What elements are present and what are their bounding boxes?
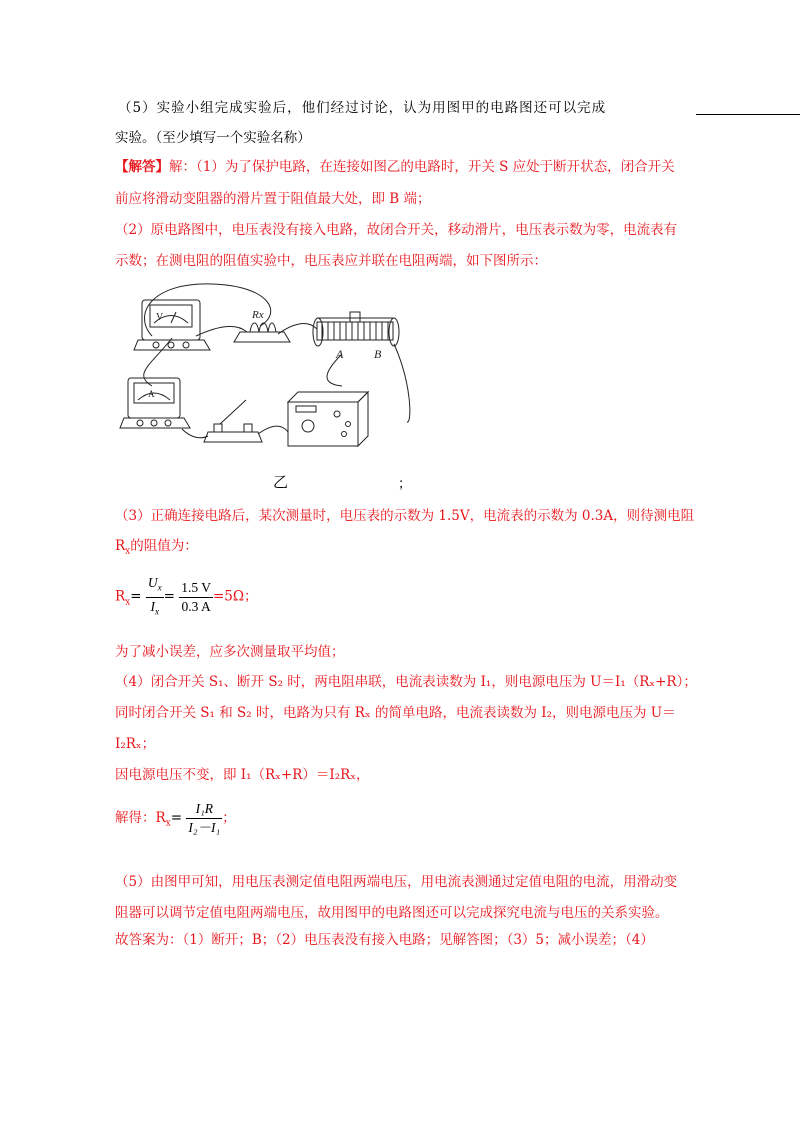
answer-para-3c: 为了减小误差，应多次测量取平均值； <box>115 644 345 660</box>
answer-para-5b: 阻器可以调节定值电阻两端电压，故用图甲的电路图还可以完成探究电流与电压的关系实验。 <box>115 905 669 921</box>
eq2-prefix: 解得：R <box>115 810 166 826</box>
eq2-prefix-sub: x <box>165 818 171 829</box>
eq1-current: 0.3 A <box>181 598 211 614</box>
answer-tag: 【解答】 <box>115 159 169 175</box>
eq2-numerator: I₁R <box>186 800 222 819</box>
ammeter-a-icon: A <box>148 389 155 399</box>
equation-1: $R_x=$ $\frac{U_x}{I_x}$ = $\frac{1.5 V}{0.3 A}$ =5Ω； <box>115 574 258 622</box>
figure-label: 乙 <box>273 473 289 491</box>
equation-2 <box>115 798 236 844</box>
answer-blank[interactable] <box>696 100 800 115</box>
answer-para-2a: （2）原电路图中，电压表没有接入电路，故闭合开关，移动滑片，电压表示数为零，电流表有 <box>115 222 678 238</box>
answer-para-1a <box>115 157 675 177</box>
eq2-fraction <box>186 800 222 837</box>
eq1-i-sub: x <box>154 606 159 617</box>
eq1-fraction-symbolic <box>146 574 164 620</box>
question-5-text: （5）实验小组完成实验后，他们经过讨论，认为用图甲的电路图还可以完成 <box>118 100 607 116</box>
eq1-i: I <box>150 598 155 614</box>
eq1-equals: = <box>130 588 142 605</box>
eq1-u: U <box>147 575 158 590</box>
eq1-lhs: R <box>115 588 126 605</box>
eq2-equals: = <box>170 810 183 826</box>
answer-para-3a: （3）正确连接电路后，某次测量时，电压表的示数为 1.5V，电流表的示数为 0.3A，则待测电阻 <box>115 508 695 524</box>
answer-para-2b: 示数；在测电阻的阻值实验中，电压表应并联在电阻两端，如下图所示： <box>115 253 547 269</box>
answer-p1a-text: 解：（1）为了保护电路，在连接如图乙的电路时，开关 S 应处于断开状态，闭合开关 <box>169 159 675 175</box>
eq2-suffix: ； <box>222 810 236 826</box>
figure-label-punct: ； <box>398 476 412 492</box>
question-5-line2: 实验。（至少填写一个实验名称） <box>115 130 311 146</box>
rx-subscript: x <box>125 546 131 557</box>
eq1-lhs-sub: x <box>125 597 131 608</box>
answer-para-4b: 同时闭合开关 S₁ 和 S₂ 时，电路为只有 Rₓ 的简单电路，电流表读数为 I₂，则电源电压为 U＝ <box>115 705 676 721</box>
answer-para-4a: （4）闭合开关 S₁、断开 S₂ 时，两电阻串联，电流表读数为 I₁，则电源电压为 U＝I₁（Rₓ+R）； <box>115 674 697 690</box>
answer-para-3b <box>115 536 198 562</box>
answer-para-4d: 因电源电压不变，即 I₁（Rₓ+R）＝I₂Rₓ， <box>115 767 370 783</box>
answer-para-5a: （5）由图甲可知，用电压表测定值电阻两端电压，用电流表测通过定值电阻的电流，用滑动变 <box>115 874 678 890</box>
eq1-fraction-numeric <box>179 579 213 616</box>
eq2-denominator: I₂－I₁ <box>188 820 221 835</box>
circuit-figure <box>112 274 432 490</box>
rx-symbol: R <box>115 538 126 554</box>
answer-p3b-text: 的阻值为： <box>130 538 198 554</box>
circuit-diagram-svg <box>112 274 432 490</box>
eq1-u-sub: x <box>157 582 162 593</box>
answer-para-1b: 前应将滑动变阻器的滑片置于阻值最大处，即 B 端； <box>115 191 431 207</box>
rheostat-a-label: A <box>336 347 344 361</box>
eq1-result: =5Ω； <box>212 588 258 605</box>
resistor-rx-label: Rx <box>252 309 264 321</box>
answer-para-4c: I₂Rₓ； <box>115 736 156 752</box>
question-5-line1 <box>118 98 606 118</box>
eq1-voltage: 1.5 V <box>179 579 213 598</box>
answer-final: 故答案为：（1）断开；B；（2）电压表没有接入电路；见解答图；（3）5；减小误差；（4） <box>115 932 654 948</box>
voltmeter-v-icon: V <box>156 312 164 323</box>
rheostat-b-label: B <box>374 347 382 361</box>
